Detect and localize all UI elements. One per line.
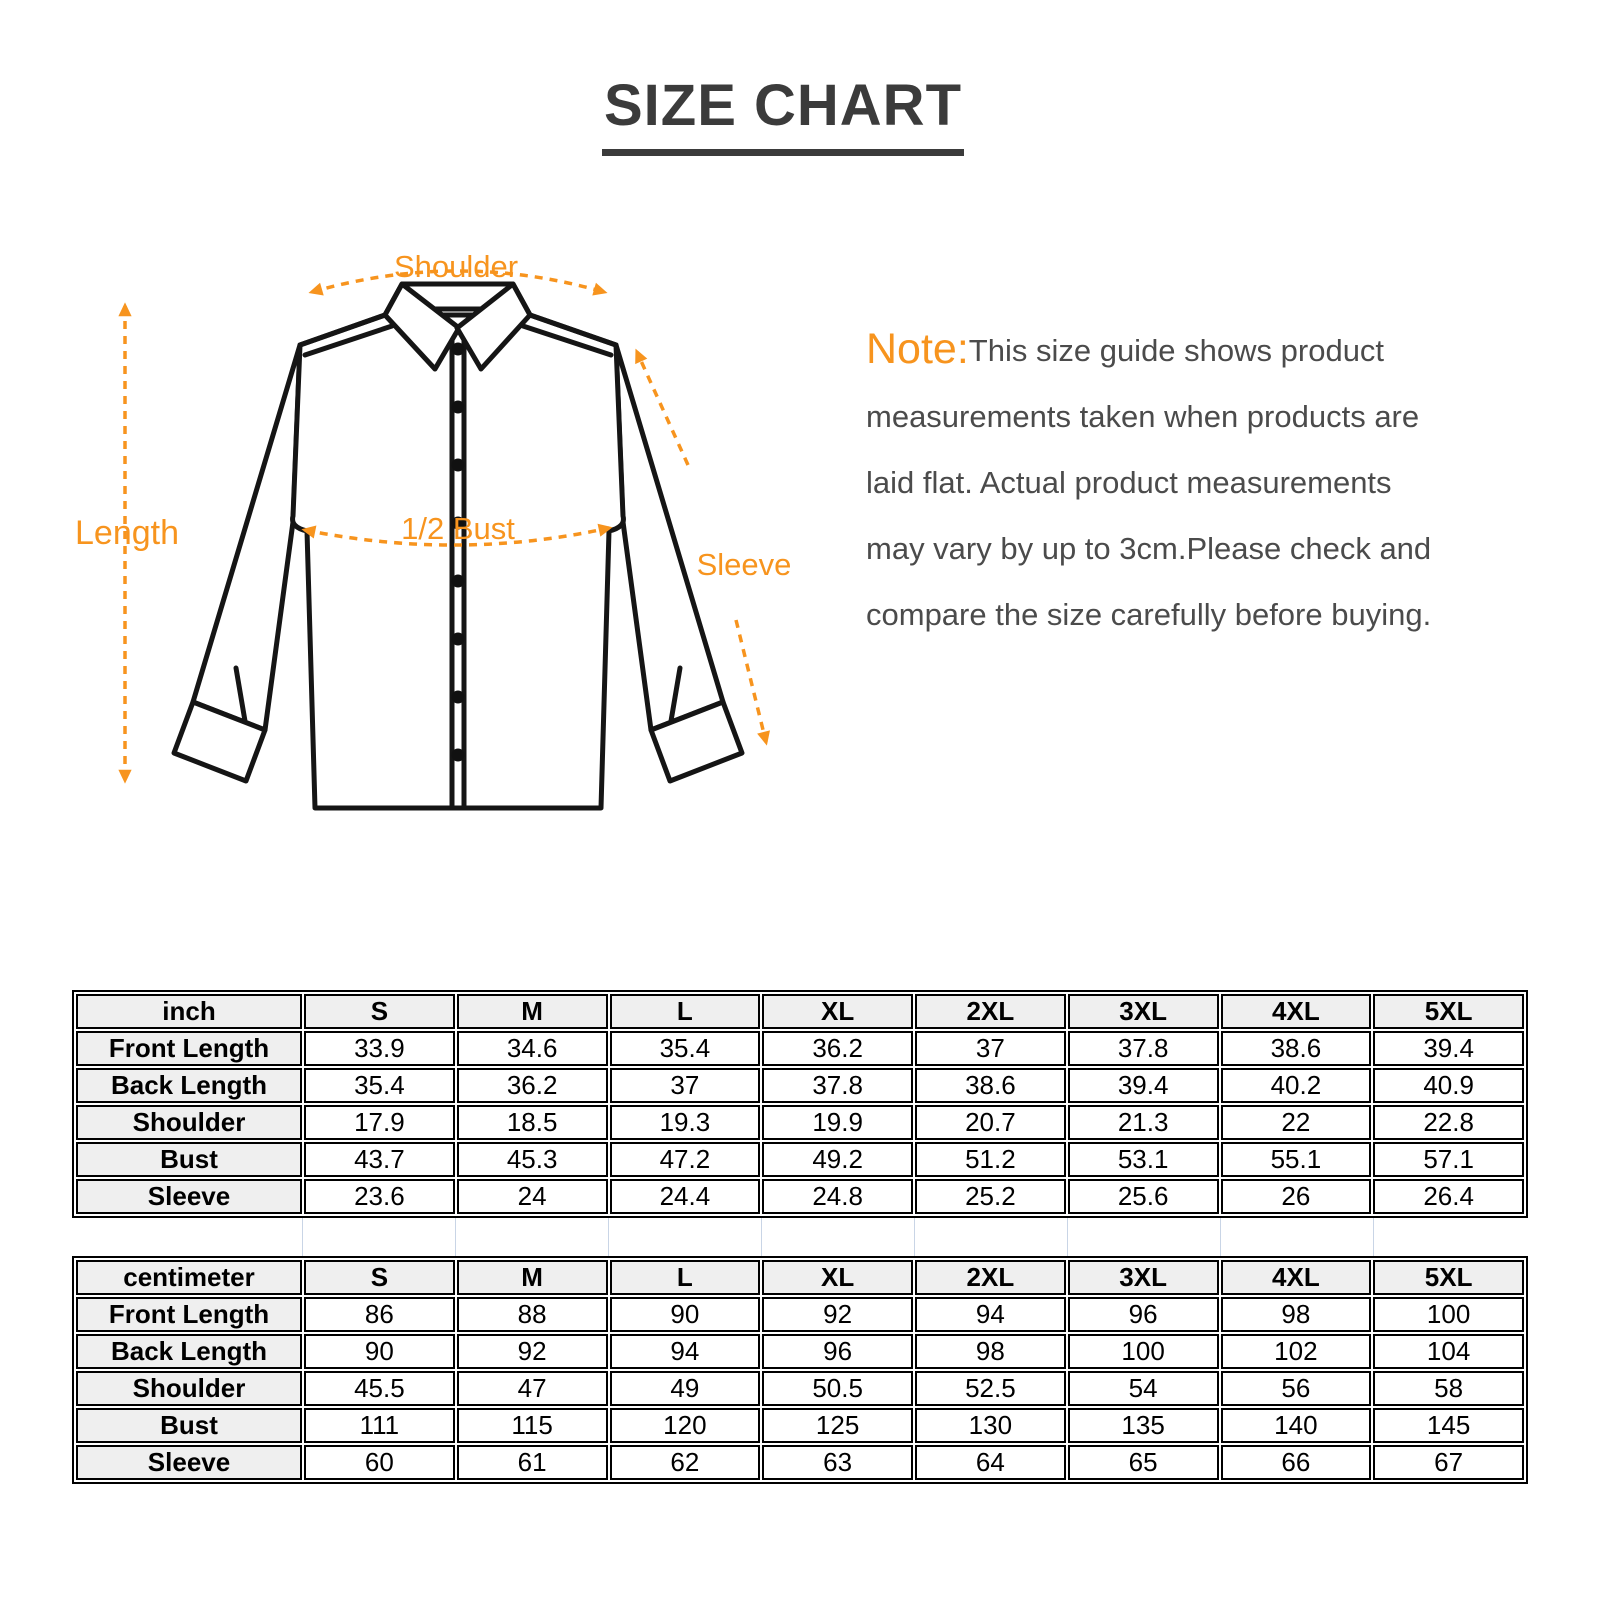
measurement-value-cell: 49 (610, 1371, 761, 1406)
size-header-cell: 5XL (1373, 994, 1524, 1029)
measurement-value-cell: 115 (457, 1408, 608, 1443)
measurement-value-cell: 63 (762, 1445, 913, 1480)
measurement-value-cell: 22 (1221, 1105, 1372, 1140)
page-title: SIZE CHART (602, 72, 964, 156)
spreadsheet-gap-row (72, 1218, 1528, 1256)
measurement-value-cell: 39.4 (1373, 1031, 1524, 1066)
table-row (76, 1445, 1524, 1480)
measurement-value-cell: 58 (1373, 1371, 1524, 1406)
measurement-value-cell: 43.7 (304, 1142, 455, 1177)
measurement-value-cell: 86 (304, 1297, 455, 1332)
spreadsheet-gridline-cell (72, 1218, 303, 1256)
measurement-value-cell: 130 (915, 1408, 1066, 1443)
measurement-value-cell: 35.4 (304, 1068, 455, 1103)
label-half-bust: 1/2 Bust (401, 511, 515, 546)
spreadsheet-gridline-cell (1374, 1218, 1528, 1256)
spreadsheet-gridline-cell (609, 1218, 762, 1256)
note-line (866, 316, 1526, 384)
measurement-value-cell: 25.6 (1068, 1179, 1219, 1214)
measurement-value-cell: 98 (915, 1334, 1066, 1369)
measurement-value-cell: 37.8 (1068, 1031, 1219, 1066)
measurement-value-cell: 19.3 (610, 1105, 761, 1140)
note-text: This size guide shows product (968, 333, 1385, 368)
size-header-cell: 2XL (915, 1260, 1066, 1295)
table-row (76, 1334, 1524, 1369)
table-header-row (76, 994, 1524, 1029)
shirt-body (293, 315, 624, 808)
measurement-value-cell: 90 (304, 1334, 455, 1369)
measurement-value-cell: 60 (304, 1445, 455, 1480)
measurement-value-cell: 19.9 (762, 1105, 913, 1140)
measurement-value-cell: 100 (1373, 1297, 1524, 1332)
measurement-value-cell: 36.2 (762, 1031, 913, 1066)
size-header-cell: 5XL (1373, 1260, 1524, 1295)
measurement-label-cell: Sleeve (76, 1179, 302, 1214)
label-shoulder: Shoulder (393, 249, 519, 284)
measurement-value-cell: 22.8 (1373, 1105, 1524, 1140)
measurement-value-cell: 92 (457, 1334, 608, 1369)
measurement-value-cell: 23.6 (304, 1179, 455, 1214)
table-row (76, 1408, 1524, 1443)
unit-header-cell: centimeter (76, 1260, 302, 1295)
measurement-value-cell: 102 (1221, 1334, 1372, 1369)
measurement-value-cell: 38.6 (1221, 1031, 1372, 1066)
measurement-value-cell: 38.6 (915, 1068, 1066, 1103)
size-tables-section (72, 990, 1528, 1484)
size-header-cell: M (457, 994, 608, 1029)
measurement-value-cell: 25.2 (915, 1179, 1066, 1214)
measurement-value-cell: 66 (1221, 1445, 1372, 1480)
measurement-value-cell: 94 (915, 1297, 1066, 1332)
size-header-cell: XL (762, 1260, 913, 1295)
measurement-value-cell: 40.2 (1221, 1068, 1372, 1103)
size-header-cell: 3XL (1068, 1260, 1219, 1295)
measurement-value-cell: 45.5 (304, 1371, 455, 1406)
measurement-value-cell: 45.3 (457, 1142, 608, 1177)
measurement-value-cell: 37 (915, 1031, 1066, 1066)
sleeve-measure-arrow-down (736, 620, 766, 742)
measurement-value-cell: 100 (1068, 1334, 1219, 1369)
spreadsheet-gridline-cell (915, 1218, 1068, 1256)
measurement-value-cell: 47 (457, 1371, 608, 1406)
measurement-value-cell: 67 (1373, 1445, 1524, 1480)
measurement-value-cell: 65 (1068, 1445, 1219, 1480)
measurement-value-cell: 39.4 (1068, 1068, 1219, 1103)
size-header-cell: M (457, 1260, 608, 1295)
measurement-label-cell: Sleeve (76, 1445, 302, 1480)
measurement-label-cell: Back Length (76, 1334, 302, 1369)
shirt-measurement-diagram (60, 230, 820, 840)
measurement-value-cell: 61 (457, 1445, 608, 1480)
measurement-value-cell: 17.9 (304, 1105, 455, 1140)
table-row (76, 1031, 1524, 1066)
measurement-value-cell: 24 (457, 1179, 608, 1214)
size-table-centimeter (72, 1256, 1528, 1484)
measurement-value-cell: 53.1 (1068, 1142, 1219, 1177)
size-header-cell: XL (762, 994, 913, 1029)
table-row (76, 1105, 1524, 1140)
spreadsheet-gridline-cell (303, 1218, 456, 1256)
measurement-value-cell: 40.9 (1373, 1068, 1524, 1103)
size-header-cell: L (610, 1260, 761, 1295)
size-header-cell: 4XL (1221, 1260, 1372, 1295)
note-line: measurements taken when products are (866, 399, 1420, 434)
measurement-label-cell: Front Length (76, 1297, 302, 1332)
shirt-left-sleeve (193, 345, 300, 730)
note-label: Note: (866, 325, 969, 373)
measurement-value-cell: 55.1 (1221, 1142, 1372, 1177)
measurement-value-cell: 135 (1068, 1408, 1219, 1443)
measurement-value-cell: 26 (1221, 1179, 1372, 1214)
table-row (76, 1068, 1524, 1103)
measurement-value-cell: 49.2 (762, 1142, 913, 1177)
measurement-value-cell: 21.3 (1068, 1105, 1219, 1140)
unit-header-cell: inch (76, 994, 302, 1029)
measurement-value-cell: 50.5 (762, 1371, 913, 1406)
spreadsheet-gridline-cell (1221, 1218, 1374, 1256)
measurement-label-cell: Shoulder (76, 1105, 302, 1140)
measurement-value-cell: 62 (610, 1445, 761, 1480)
size-header-cell: 4XL (1221, 994, 1372, 1029)
measurement-value-cell: 37.8 (762, 1068, 913, 1103)
measurement-value-cell: 26.4 (1373, 1179, 1524, 1214)
measurement-value-cell: 96 (762, 1334, 913, 1369)
table-header-row (76, 1260, 1524, 1295)
measurement-value-cell: 64 (915, 1445, 1066, 1480)
label-sleeve: Sleeve (696, 547, 792, 582)
size-table-inch (72, 990, 1528, 1218)
measurement-value-cell: 104 (1373, 1334, 1524, 1369)
measurement-value-cell: 56 (1221, 1371, 1372, 1406)
measurement-value-cell: 96 (1068, 1297, 1219, 1332)
measurement-value-cell: 111 (304, 1408, 455, 1443)
shirt-right-sleeve (616, 345, 723, 730)
measurement-value-cell: 47.2 (610, 1142, 761, 1177)
spreadsheet-gridline-cell (456, 1218, 609, 1256)
measurement-value-cell: 88 (457, 1297, 608, 1332)
measurement-value-cell: 90 (610, 1297, 761, 1332)
measurement-value-cell: 57.1 (1373, 1142, 1524, 1177)
measurement-value-cell: 120 (610, 1408, 761, 1443)
measurement-value-cell: 36.2 (457, 1068, 608, 1103)
measurement-value-cell: 92 (762, 1297, 913, 1332)
table-row (76, 1297, 1524, 1332)
measurement-label-cell: Back Length (76, 1068, 302, 1103)
spreadsheet-gridline-cell (762, 1218, 915, 1256)
size-header-cell: 3XL (1068, 994, 1219, 1029)
note-line: compare the size carefully before buying. (866, 597, 1432, 632)
measurement-value-cell: 24.8 (762, 1179, 913, 1214)
measurement-value-cell: 98 (1221, 1297, 1372, 1332)
measurement-value-cell: 140 (1221, 1408, 1372, 1443)
note-line: laid flat. Actual product measurements (866, 465, 1392, 500)
measurement-value-cell: 24.4 (610, 1179, 761, 1214)
measurement-value-cell: 54 (1068, 1371, 1219, 1406)
label-length: Length (75, 514, 179, 552)
note-block (866, 316, 1526, 648)
size-header-cell: L (610, 994, 761, 1029)
note-line: may vary by up to 3cm.Please check and (866, 531, 1432, 566)
measurement-value-cell: 33.9 (304, 1031, 455, 1066)
measurement-label-cell: Shoulder (76, 1371, 302, 1406)
measurement-value-cell: 35.4 (610, 1031, 761, 1066)
measurement-value-cell: 34.6 (457, 1031, 608, 1066)
measurement-value-cell: 18.5 (457, 1105, 608, 1140)
measurement-label-cell: Bust (76, 1142, 302, 1177)
measurement-value-cell: 37 (610, 1068, 761, 1103)
spreadsheet-gridline-cell (1068, 1218, 1221, 1256)
measurement-label-cell: Front Length (76, 1031, 302, 1066)
measurement-value-cell: 52.5 (915, 1371, 1066, 1406)
size-header-cell: 2XL (915, 994, 1066, 1029)
table-row (76, 1371, 1524, 1406)
size-header-cell: S (304, 994, 455, 1029)
table-row (76, 1179, 1524, 1214)
measurement-value-cell: 145 (1373, 1408, 1524, 1443)
size-header-cell: S (304, 1260, 455, 1295)
measurement-value-cell: 94 (610, 1334, 761, 1369)
measurement-label-cell: Bust (76, 1408, 302, 1443)
table-row (76, 1142, 1524, 1177)
measurement-value-cell: 51.2 (915, 1142, 1066, 1177)
measurement-value-cell: 125 (762, 1408, 913, 1443)
measurement-value-cell: 20.7 (915, 1105, 1066, 1140)
